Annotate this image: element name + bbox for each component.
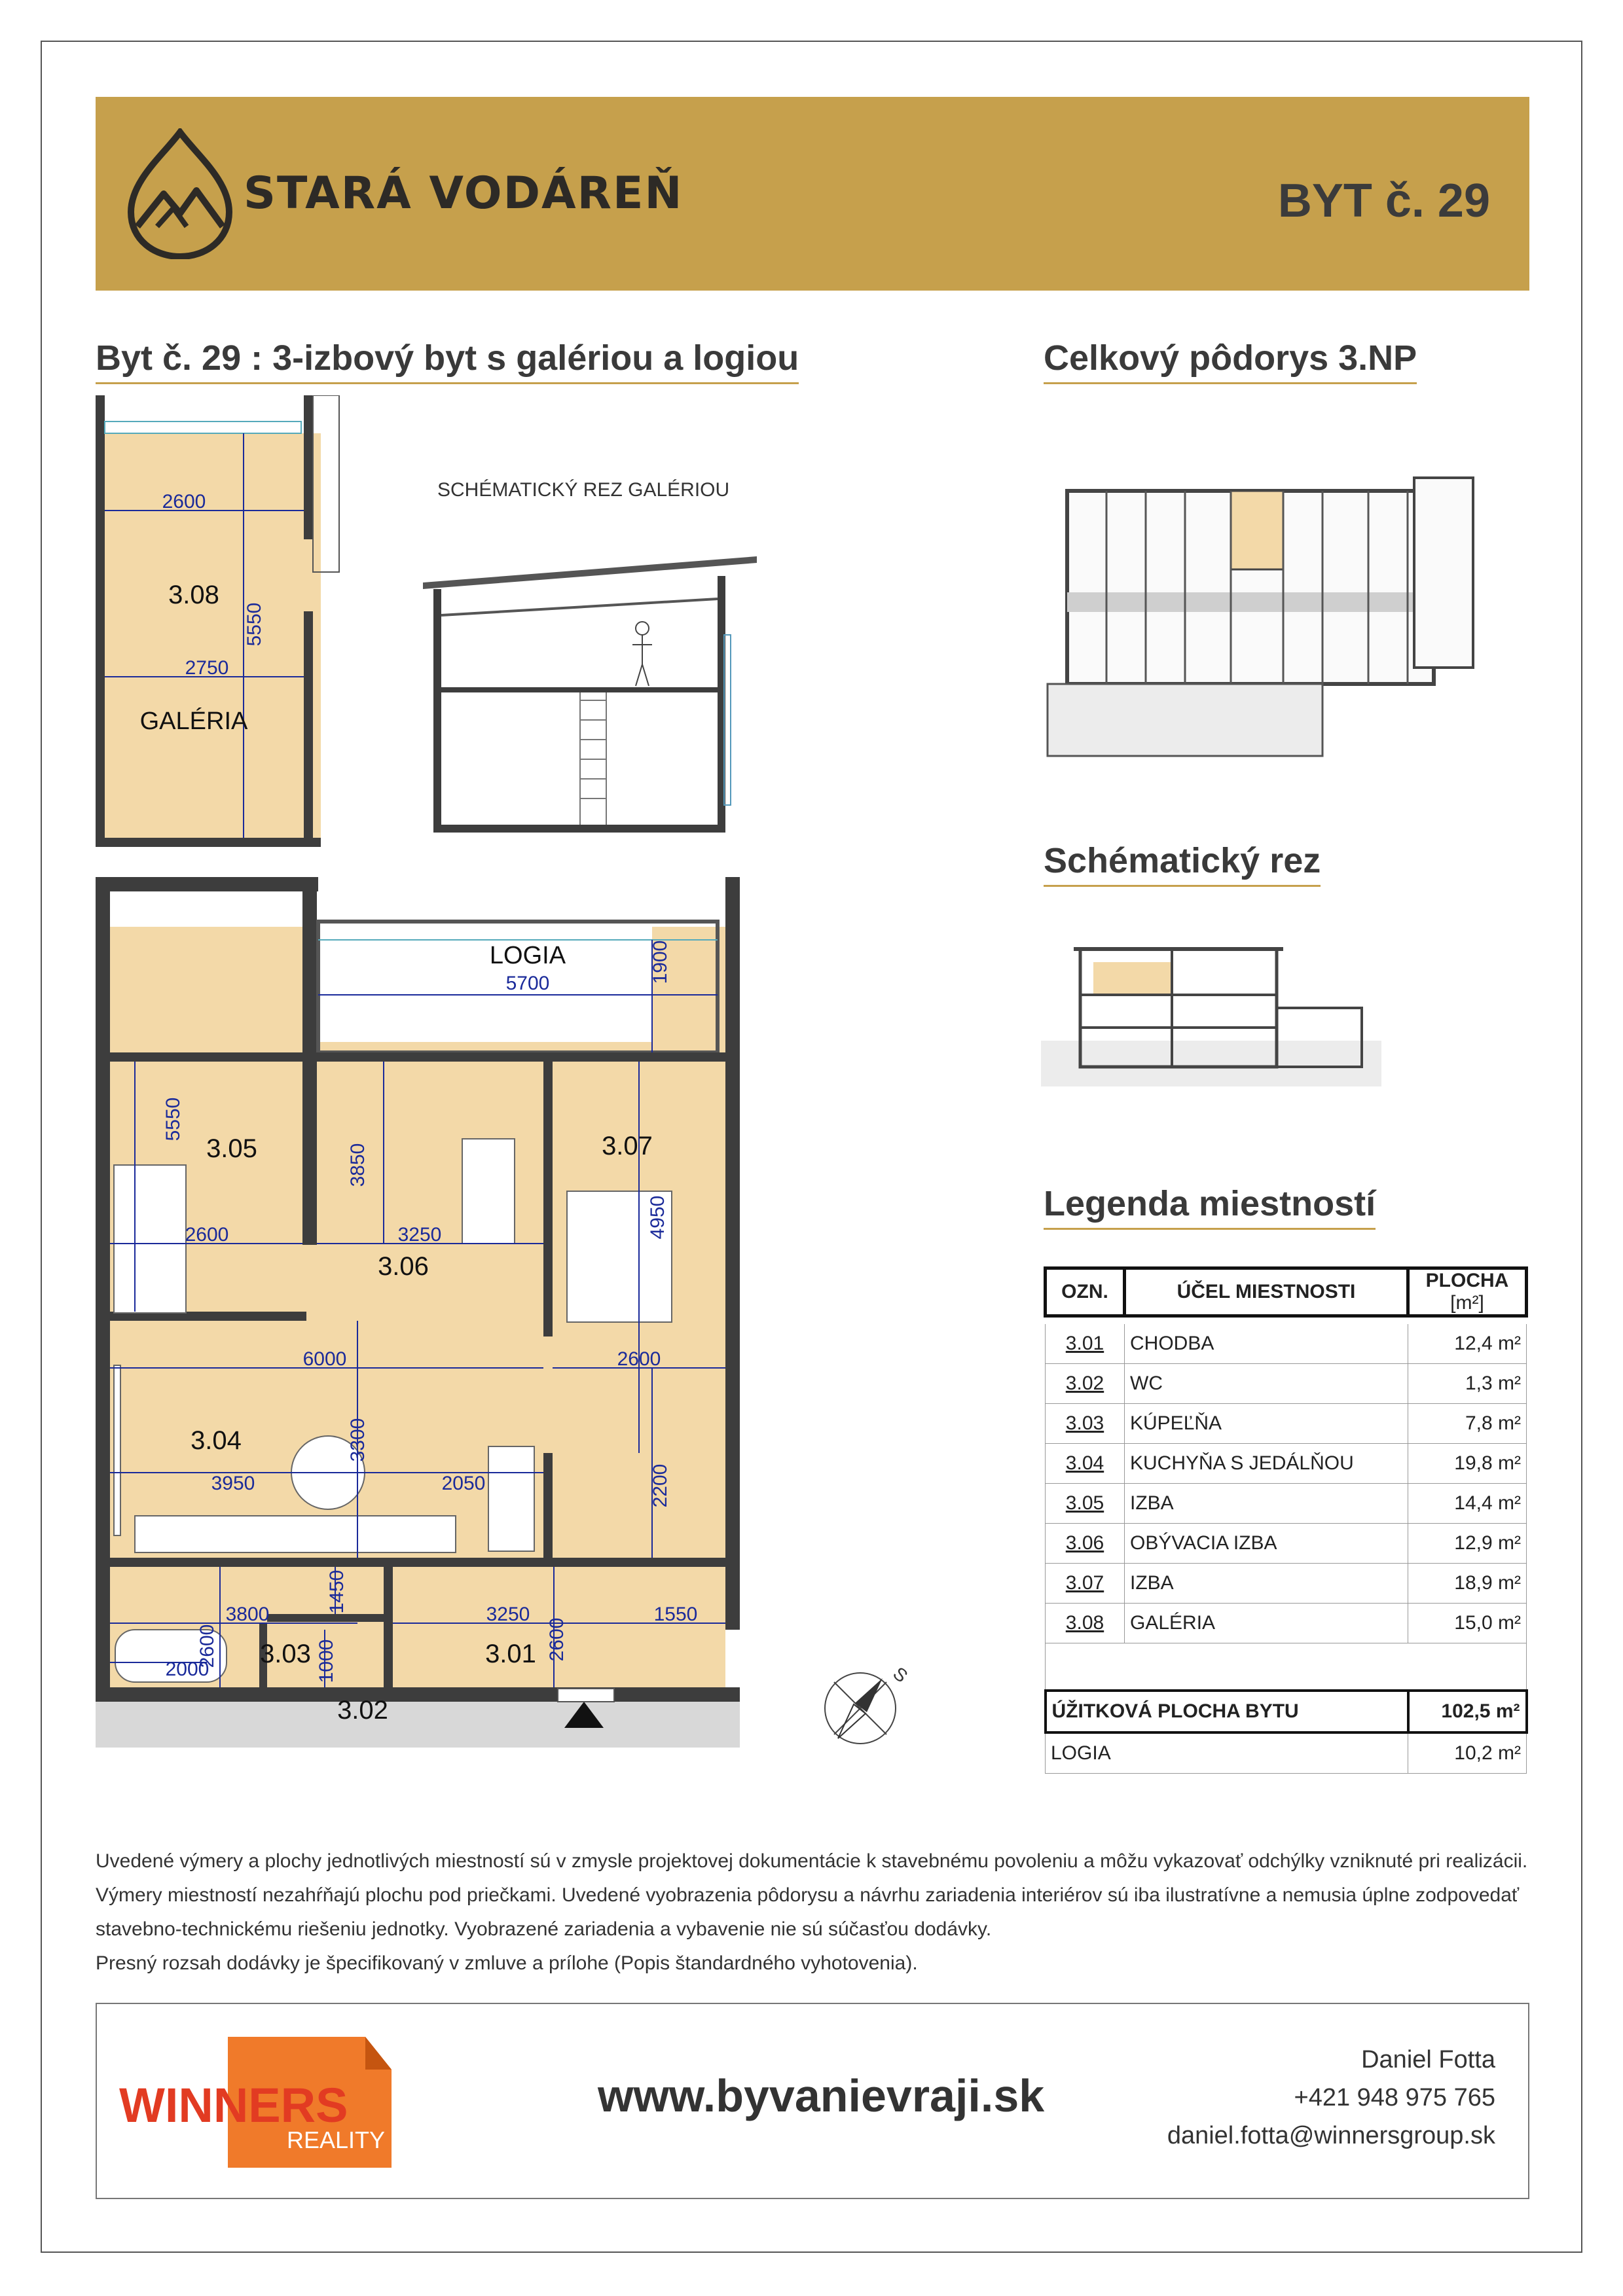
overall-plan-title: Celkový pôdorys 3.NP — [1044, 338, 1417, 384]
legend-total-label: ÚŽITKOVÁ PLOCHA BYTU — [1046, 1691, 1408, 1732]
gallery-dim-width-2: 2750 — [185, 657, 229, 679]
legend-row-name: KUCHYŇA S JEDÁLŇOU — [1125, 1444, 1408, 1484]
legend-row-name: IZBA — [1125, 1484, 1408, 1524]
legend-logia-label: LOGIA — [1046, 1732, 1408, 1774]
water-drop-mountain-logo-icon — [124, 128, 236, 259]
apartment-number: BYT č. 29 — [1277, 175, 1490, 227]
legend-header-area-label: PLOCHA — [1425, 1270, 1509, 1291]
legend-row-area: 18,9 m² — [1408, 1564, 1527, 1604]
dim-6000: 6000 — [302, 1348, 347, 1370]
legend-row-name: KÚPEĽŇA — [1125, 1404, 1408, 1444]
legend-row-code: 3.07 — [1046, 1564, 1125, 1604]
legend-row-area: 19,8 m² — [1408, 1444, 1527, 1484]
building-section-thumbnail — [1041, 929, 1381, 1086]
legend-row — [1046, 1324, 1527, 1364]
legend-title: Legenda miestností — [1044, 1183, 1376, 1230]
dim-2000: 2000 — [165, 1659, 210, 1680]
dim-1450: 1450 — [326, 1570, 348, 1614]
legend-row-area: 12,4 m² — [1408, 1324, 1527, 1364]
room-code-gallery: 3.08 — [168, 581, 219, 609]
apartment-floor-plan — [96, 877, 750, 1820]
legend-row-area: 1,3 m² — [1408, 1364, 1527, 1404]
legend-header-purpose: ÚČEL MIESTNOSTI — [1125, 1268, 1408, 1316]
room-code-3-05: 3.05 — [206, 1134, 257, 1163]
legend-row — [1046, 1524, 1527, 1564]
section-title: Schématický rez — [1044, 840, 1321, 887]
legend-logia-value: 10,2 m² — [1408, 1732, 1527, 1774]
dim-3250-b: 3250 — [486, 1604, 530, 1625]
main-plan-title: Byt č. 29 : 3-izbový byt s galériou a logiou — [96, 338, 799, 384]
legend-header-area — [1408, 1268, 1527, 1316]
footer — [96, 2003, 1529, 2199]
dim-1550: 1550 — [653, 1604, 698, 1625]
legend-row-code: 3.01 — [1046, 1324, 1125, 1364]
website-link[interactable]: www.byvanievraji.sk — [598, 2070, 1045, 2121]
compass-icon — [814, 1656, 913, 1754]
legend-row-area: 7,8 m² — [1408, 1404, 1527, 1444]
legend-header-area-unit: [m²] — [1450, 1292, 1484, 1314]
legend-row-code: 3.08 — [1046, 1604, 1125, 1643]
dim-3850: 3850 — [347, 1143, 369, 1187]
room-code-3-02: 3.02 — [337, 1696, 388, 1725]
winners-reality-logo — [117, 2030, 392, 2174]
room-name-gallery: GALÉRIA — [139, 708, 248, 735]
legend-row-code: 3.04 — [1046, 1444, 1125, 1484]
logia-dim-width: 5700 — [505, 973, 550, 994]
legend-row — [1046, 1444, 1527, 1484]
dim-3950: 3950 — [211, 1473, 255, 1494]
contact-email[interactable]: daniel.fotta@winnersgroup.sk — [1167, 2122, 1495, 2149]
dim-2600-b: 2600 — [617, 1348, 661, 1370]
gallery-dim-width: 2600 — [162, 491, 206, 512]
logia-dim-depth: 1900 — [649, 940, 671, 984]
legend-row — [1046, 1364, 1527, 1404]
legend-row — [1046, 1484, 1527, 1524]
disclaimer-line: Výmery miestností nezahŕňajú plochu pod priečkami. Uvedené vyobrazenia pôdorysu a návrhu zariadenia interiérov sú iba ilustratívne a nemusia úplne zodpovedať — [96, 1884, 1520, 1906]
legend-row-code: 3.06 — [1046, 1524, 1125, 1564]
legend-row-name: CHODBA — [1125, 1324, 1408, 1364]
contact-name: Daniel Fotta — [1361, 2046, 1495, 2073]
winners-logo-text: WINNERS — [119, 2078, 348, 2132]
legend-row-code: 3.05 — [1046, 1484, 1125, 1524]
room-code-3-06: 3.06 — [378, 1252, 429, 1281]
disclaimer-line: stavebno-technickému riešeniu jednotky. Vyobrazené zariadenia a vybavenie nie sú súčasťou dodávky. — [96, 1918, 992, 1940]
dim-1000: 1000 — [316, 1639, 337, 1683]
legend-row-code: 3.03 — [1046, 1404, 1125, 1444]
legend-row-name: WC — [1125, 1364, 1408, 1404]
legend-row-area: 14,4 m² — [1408, 1484, 1527, 1524]
gallery-floor-plan — [96, 395, 351, 847]
legend-row — [1046, 1564, 1527, 1604]
legend-logia-row — [1046, 1732, 1527, 1774]
legend-header-code: OZN. — [1046, 1268, 1125, 1316]
compass-north-label: S — [889, 1662, 912, 1687]
gallery-section-drawing — [416, 543, 763, 851]
legend-row — [1046, 1404, 1527, 1444]
legend-row-name: OBÝVACIA IZBA — [1125, 1524, 1408, 1564]
dim-2600-a: 2600 — [185, 1224, 229, 1246]
legend-row-area: 15,0 m² — [1408, 1604, 1527, 1643]
dim-2200: 2200 — [649, 1463, 671, 1508]
room-name-logia: LOGIA — [489, 942, 566, 969]
dim-5550: 5550 — [162, 1097, 184, 1141]
brand-name: STARÁ VODÁREŇ — [244, 168, 684, 219]
dim-2050: 2050 — [441, 1473, 486, 1494]
room-code-3-01: 3.01 — [485, 1640, 536, 1668]
overall-floor-plan-thumbnail — [1041, 458, 1499, 772]
legend-row-name: GALÉRIA — [1125, 1604, 1408, 1643]
header-banner — [96, 97, 1529, 291]
legend-total-value: 102,5 m² — [1408, 1691, 1527, 1732]
contact-phone[interactable]: +421 948 975 765 — [1294, 2084, 1495, 2111]
legend-row — [1046, 1604, 1527, 1643]
disclaimer-line: Presný rozsah dodávky je špecifikovaný v zmluve a prílohe (Popis štandardného vyhotovenia). — [96, 1952, 918, 1974]
dim-4950: 4950 — [647, 1195, 668, 1240]
room-code-3-07: 3.07 — [602, 1132, 653, 1160]
disclaimer-line: Uvedené výmery a plochy jednotlivých miestností sú v zmysle projektovej dokumentácie k stavebnému povoleniu a môžu vykazovať odchýlky vzniknuté pri realizácii. — [96, 1850, 1528, 1872]
legend-row-area: 12,9 m² — [1408, 1524, 1527, 1564]
dim-2600-d: 2600 — [546, 1617, 568, 1662]
legend-row-name: IZBA — [1125, 1564, 1408, 1604]
gallery-dim-length: 5550 — [244, 602, 265, 647]
legend-header-row — [1046, 1268, 1527, 1316]
gallery-section-caption: SCHÉMATICKÝ REZ GALÉRIOU — [437, 479, 730, 501]
room-code-3-04: 3.04 — [191, 1426, 242, 1455]
dim-3250-a: 3250 — [397, 1224, 442, 1246]
contact-block — [1167, 2041, 1495, 2155]
room-legend-table — [1044, 1266, 1528, 1774]
dim-3300: 3300 — [347, 1418, 369, 1462]
room-code-3-03: 3.03 — [260, 1640, 311, 1668]
legend-total-row — [1046, 1691, 1527, 1732]
dim-3800: 3800 — [225, 1604, 270, 1625]
reality-logo-text: REALITY — [287, 2126, 386, 2153]
legend-row-code: 3.02 — [1046, 1364, 1125, 1404]
disclaimer-text — [96, 1844, 1529, 1981]
dim-2600-c: 2600 — [196, 1624, 218, 1668]
